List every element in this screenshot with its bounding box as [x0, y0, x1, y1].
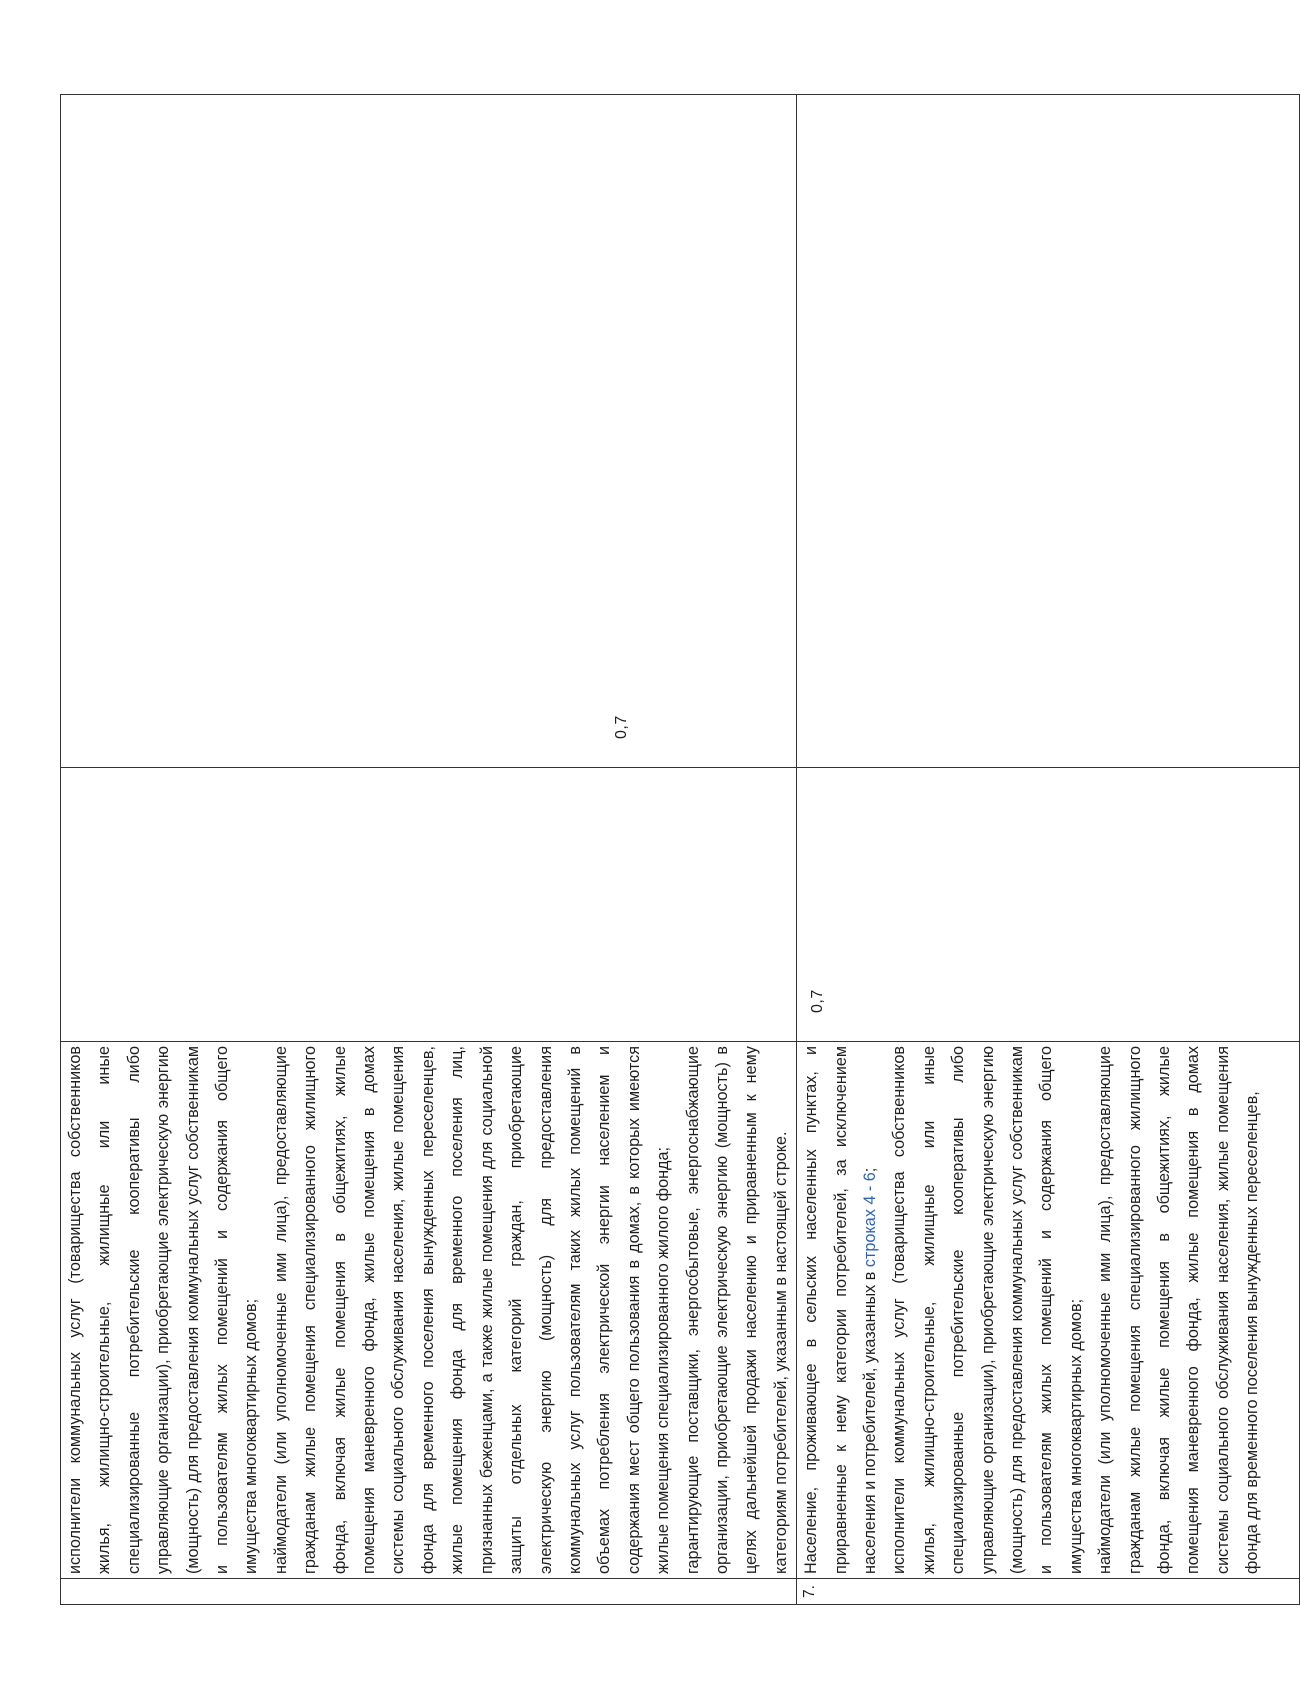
paragraph: исполнители коммунальных услуг (товарищества собственников жилья, жилищно-строительные, жилищные или иные специализированные потребительские кооперативы либо управляющие организации), приобретающие электрическую энергию (мощность) для предоставления коммунальных услуг собственникам и пользователям жилых помещений и содержания общего имущества многоквартирных домов;	[66, 1046, 261, 1574]
paragraph	[797, 1046, 885, 1574]
row-number-cell: 7.	[797, 1579, 1300, 1605]
paragraph: наймодатели (или уполномоченные ими лица), предоставляющие гражданам жилые помещения специализированного жилищного фонда, включая жилые помещения в общежитиях, жилые помещения маневренного фонда, жилые помещения в домах системы социального обслуживания населения, жилые помещения фонда для временного поселения вынужденных переселенцев,	[1096, 1046, 1262, 1574]
value-cell-second-half	[797, 95, 1300, 768]
intro-text-end: ;	[860, 1167, 879, 1173]
table-row	[61, 95, 797, 1605]
paragraph: гарантирующие поставщики, энергосбытовые, энергоснабжающие организации, приобретающие электрическую энергию (мощность) в целях дальнейшей продажи населению и приравненным к нему категориям потребителей, указанным в настоящей строке.	[683, 1046, 790, 1574]
value-cell-first-half	[61, 768, 797, 1042]
value-cell-second-half	[61, 95, 797, 768]
table-row	[797, 95, 1300, 1605]
intro-text: Население, проживающее в сельских населенных пунктах, и приравненные к нему категории потребителей, за исключением населения и потребителей, указанных в	[802, 1046, 879, 1574]
rows-reference-link[interactable]: строках 4 - 6	[860, 1172, 879, 1268]
paragraph: наймодатели (или уполномоченные ими лица), предоставляющие гражданам жилые помещения специализированного жилищного фонда, включая жилые помещения в общежитиях, жилые помещения маневренного фонда, жилые помещения в домах системы социального обслуживания населения, жилые помещения фонда для временного поселения вынужденных переселенцев, жилые помещения фонда для временного поселения лиц, признанных беженцами, а также жилые помещения для социальной защиты отдельных категорий граждан, приобретающие электрическую энергию (мощность) для предоставления коммунальных услуг пользователям таких жилых помещений в объемах потребления электрической энергии населением и содержания мест общего пользования в домах, в которых имеются жилые помещения специализированного жилого фонда;	[271, 1046, 673, 1574]
row-number-cell	[61, 1579, 797, 1605]
row-description-cell	[797, 1042, 1300, 1579]
paragraph: исполнители коммунальных услуг (товарищества собственников жилья, жилищно-строительные, жилищные или иные специализированные потребительские кооперативы либо управляющие организации), приобретающие электрическую энергию (мощность) для предоставления коммунальных услуг собственникам и пользователям жилых помещений и содержания общего имущества многоквартирных домов;	[890, 1046, 1085, 1574]
tariff-table	[60, 94, 1300, 1605]
row-description-cell	[61, 1042, 797, 1579]
value-text: 0,7	[809, 989, 827, 1013]
value-text: 0,7	[613, 715, 630, 739]
value-cell-first-half	[797, 768, 1300, 1042]
rotated-document-page	[60, 95, 1262, 1605]
